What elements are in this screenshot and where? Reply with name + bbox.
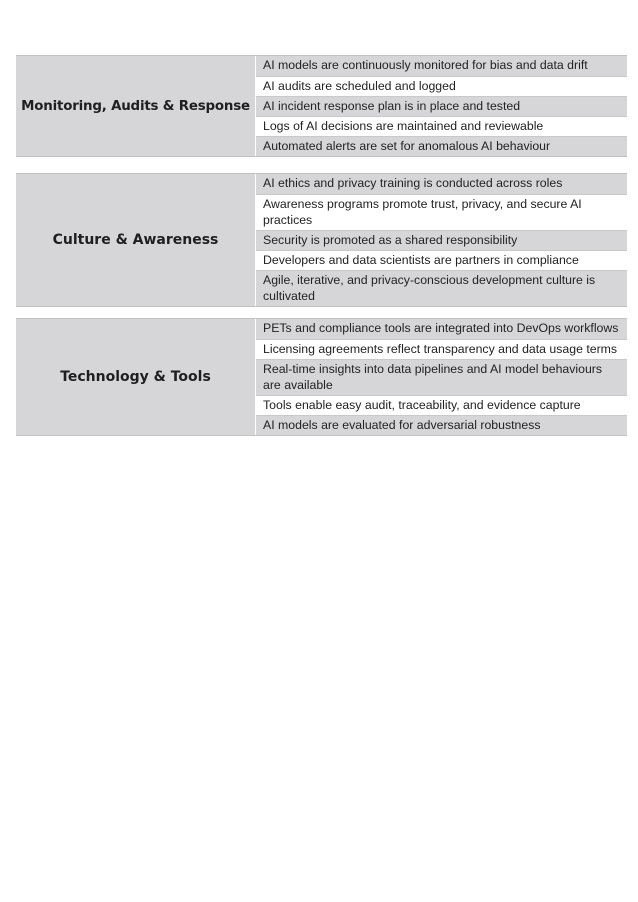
checklist-item: AI audits are scheduled and logged [256,76,627,96]
checklist-item: Logs of AI decisions are maintained and reviewable [256,116,627,136]
checklist-item: Tools enable easy audit, traceability, and evidence capture [256,395,627,415]
checklist-item: AI ethics and privacy training is conducted across roles [256,174,627,194]
checklist-item: AI models are evaluated for adversarial robustness [256,415,627,435]
section-items [255,174,627,306]
checklist-item: Licensing agreements reflect transparency and data usage terms [256,339,627,359]
checklist-item: Agile, iterative, and privacy-conscious development culture is cultivated [256,270,627,306]
section-items [255,319,627,435]
checklist-item: Awareness programs promote trust, privacy, and secure AI practices [256,194,627,230]
checklist-item: Real-time insights into data pipelines and AI model behaviours are available [256,359,627,395]
section-items [255,56,627,156]
section-label: Monitoring, Audits & Response [16,56,255,156]
section-monitoring [16,55,627,157]
section-culture [16,173,627,307]
checklist-item: Developers and data scientists are partners in compliance [256,250,627,270]
checklist-item: PETs and compliance tools are integrated into DevOps workflows [256,319,627,339]
section-technology [16,318,627,436]
checklist-item: AI incident response plan is in place and tested [256,96,627,116]
section-label: Culture & Awareness [16,174,255,306]
checklist-item: AI models are continuously monitored for bias and data drift [256,56,627,76]
checklist-item: Automated alerts are set for anomalous AI behaviour [256,136,627,156]
checklist-item: Security is promoted as a shared responsibility [256,230,627,250]
section-label: Technology & Tools [16,319,255,435]
